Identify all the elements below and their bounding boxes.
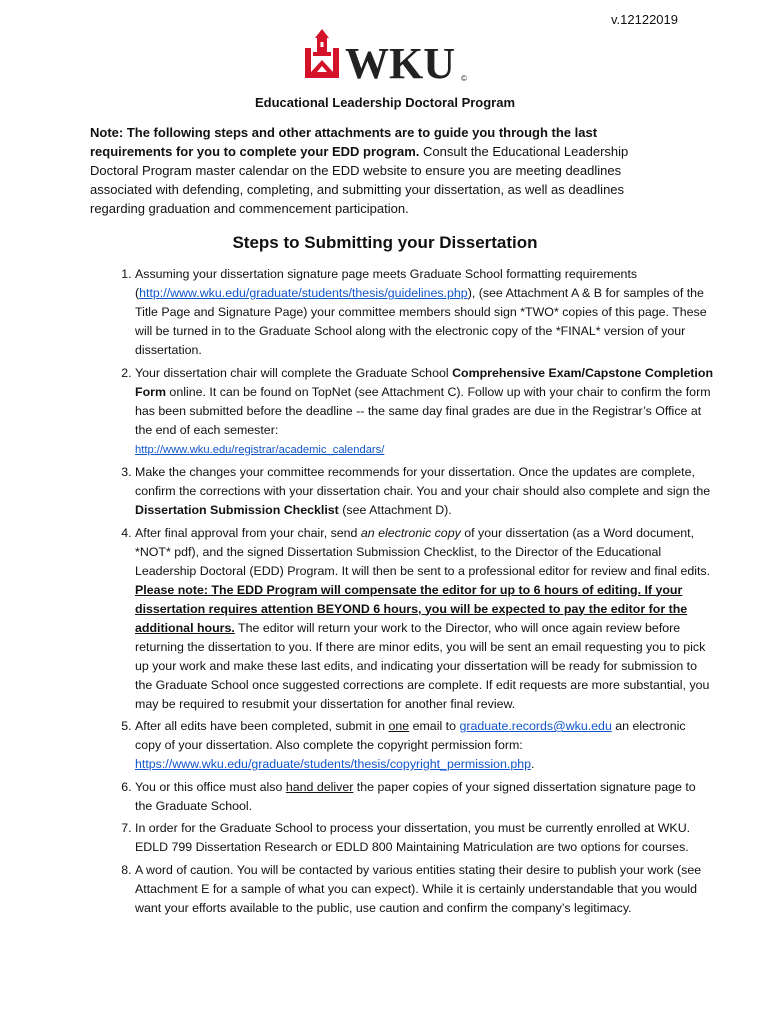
version-label: v.12122019: [611, 12, 678, 27]
step-3-text-a: Make the changes your committee recommends for your dissertation. Once the updates are complete, confirm the corrections with your dissertation chair. You and your chair should also complete and sign the: [135, 465, 711, 498]
step-3: [135, 463, 715, 520]
step-6-hand-deliver: hand deliver: [285, 779, 354, 794]
step-4-italic: an electronic copy: [360, 525, 461, 540]
step-3-text-b: (see Attachment D).: [338, 503, 452, 517]
step-4-text-c: The editor will return your work to the Director, who will once again review before returning the dissertation to you. If there are minor edits, you will be sent an email requesting you to pick up your work and make these last edits, and indicating your dissertation will be ready for submission to the Graduate School once suggested corrections are complete. If edit requests are more substantial, you may be required to resubmit your dissertation for another final review.: [135, 620, 710, 711]
step-4-text-b: of your dissertation (as a Word document, *NOT* pdf), and the signed Dissertation Submission Checklist, to the Director of the Educational Leadership Doctoral (EDD) Program. It will then be sent to a professional editor for review and final edits.: [135, 525, 711, 578]
academic-calendars-link[interactable]: http://www.wku.edu/registrar/academic_calendars/: [135, 443, 385, 456]
step-7: [135, 819, 715, 857]
step-6-text-b: the paper copies of your signed dissertation signature page to the Graduate School.: [135, 779, 696, 813]
guidelines-link[interactable]: http://www.wku.edu/graduate/students/thesis/guidelines.php: [139, 286, 468, 300]
step-5: [135, 717, 715, 774]
step-5-text-c: an electronic copy of your dissertation. Also complete the copyright permission form:: [135, 719, 686, 752]
wku-logo: [303, 28, 473, 84]
step-1-text-a: Assuming your dissertation signature page meets Graduate School formatting requirements (: [135, 267, 638, 300]
wku-logo-graphic: [303, 28, 473, 84]
program-title: Educational Leadership Doctoral Program: [254, 95, 516, 110]
step-4-text-a: After final approval from your chair, send: [135, 525, 361, 540]
step-6-text-a: You or this office must also: [135, 779, 286, 794]
step-5-text-d: .: [531, 757, 535, 771]
intro-note: [90, 123, 680, 218]
step-5-one: one: [388, 719, 410, 733]
wku-logo-mark: ©: [461, 74, 467, 83]
intro-note-text: Consult the Educational Leadership Doctoral Program master calendar on the EDD website to ensure you are meeting deadlines associated with defending, completing, and submitting your dissertation, as well as deadlines regarding graduation and commencement participation.: [90, 144, 629, 216]
step-8-text: A word of caution. You will be contacted by various entities stating their desire to publish your work (see Attachment E for a sample of what you can expect). While it is certainly understandable that you would want your efforts available to the public, use caution and confirm the company’s legitimacy.: [135, 862, 702, 915]
step-2-text-b: online. It can be found on TopNet (see Attachment C). Follow up with your chair to confirm the form has been submitted before the deadline -- the same day final grades are due in the Registrar’s Office at the end of each semester:: [135, 384, 711, 437]
step-1-text-b: ), (see Attachment A & B for samples of the Title Page and Signature Page) your committee members should sign *TWO* copies of this page. These will be turned in to the Graduate School along with the electronic copy of the *FINAL* version of your dissertation.: [135, 286, 707, 357]
graduate-records-email-link[interactable]: graduate.records@wku.edu: [459, 719, 612, 733]
step-5-text-b: email to: [409, 719, 460, 733]
wku-logo-text: WKU: [345, 39, 455, 84]
step-4-compensation-note: Please note: The EDD Program will compensate the editor for up to 6 hours of editing. If your dissertation requires attention BEYOND 6 hours, you will be expected to pay the editor for the additional hours.: [135, 582, 688, 635]
steps-list: [110, 265, 715, 921]
step-1: [135, 265, 715, 360]
steps-heading: Steps to Submitting your Dissertation: [232, 233, 538, 252]
step-4: [135, 524, 715, 714]
step-2-text-a: Your dissertation chair will complete the Graduate School: [135, 365, 453, 380]
step-8: [135, 861, 715, 918]
step-7-text: In order for the Graduate School to process your dissertation, you must be currently enrolled at WKU. EDLD 799 Dissertation Research or EDLD 800 Maintaining Matriculation are two options for courses.: [135, 821, 691, 854]
copyright-permission-link[interactable]: https://www.wku.edu/graduate/students/thesis/copyright_permission.php: [135, 757, 532, 771]
step-2-form-name: Comprehensive Exam/Capstone Completion Form: [135, 365, 714, 399]
step-6: [135, 778, 715, 816]
step-5-text-a: After all edits have been completed, submit in: [135, 719, 389, 733]
step-2: [135, 364, 715, 460]
intro-note-bold: Note: The following steps and other attachments are to guide you through the last requirements for you to complete your EDD program.: [90, 125, 598, 159]
step-3-checklist-name: Dissertation Submission Checklist: [135, 503, 339, 517]
